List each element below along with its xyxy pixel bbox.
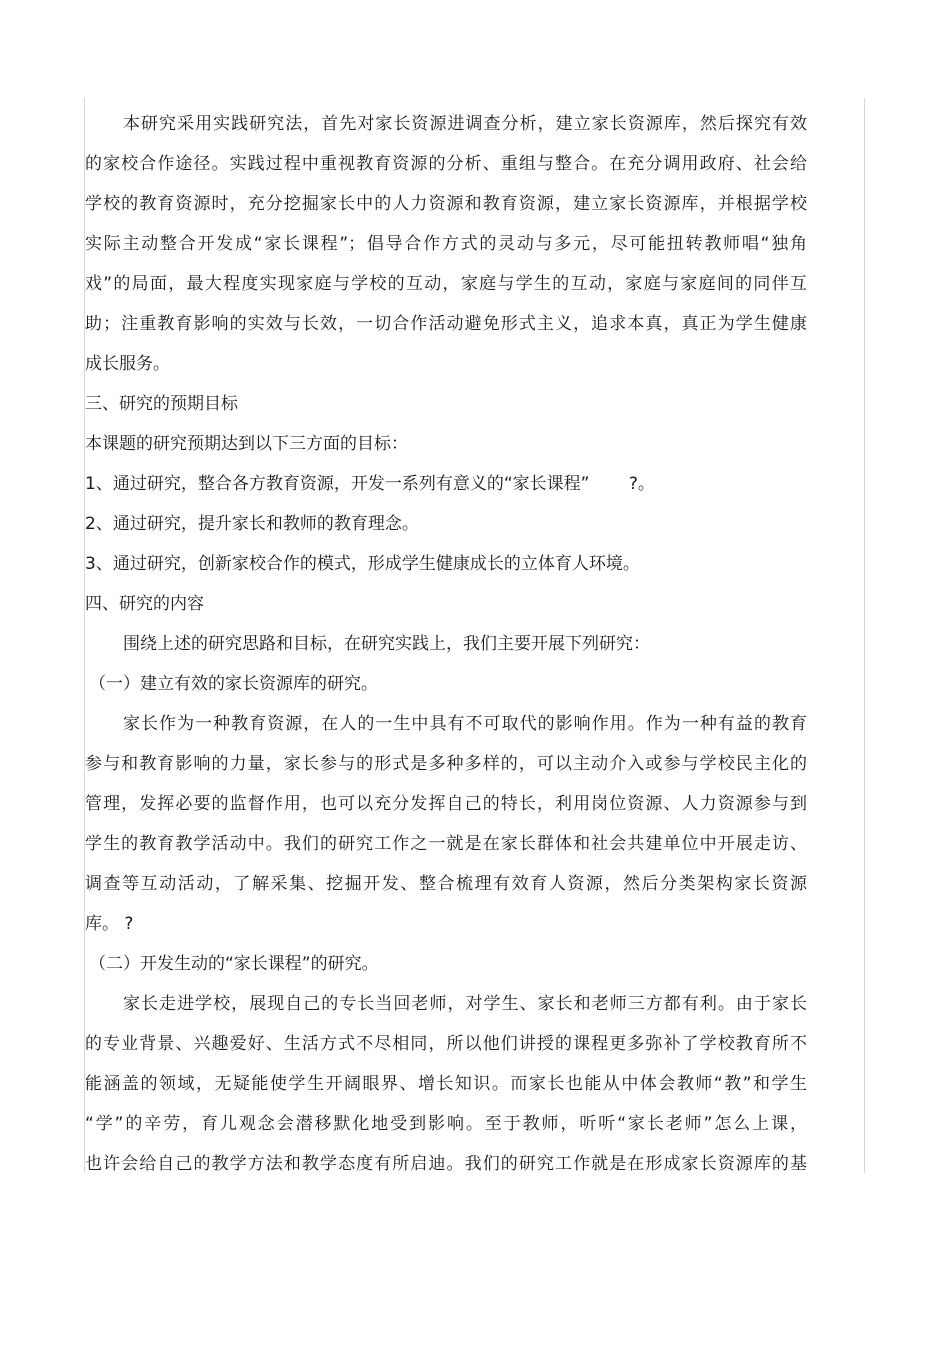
paragraph-line: 的家校合作途径。实践过程中重视教育资源的分析、重组与整合。在充分调用政府、社会给 bbox=[85, 154, 807, 174]
paragraph-line: 围绕上述的研究思路和目标，在研究实践上，我们主要开展下列研究： bbox=[123, 634, 650, 654]
document-body bbox=[85, 104, 825, 1184]
goal-item: 2、通过研究，提升家长和教师的教育理念。 bbox=[85, 514, 419, 534]
paragraph-line: 也许会给自己的教学方法和教学态度有所启迪。我们的研究工作就是在形成家长资源库的基 bbox=[85, 1154, 807, 1174]
paragraph-line: “学”的辛劳，育儿观念会潜移默化地受到影响。至于教师，听听“家长老师”怎么上课， bbox=[85, 1114, 807, 1134]
paragraph-line: 家长走进学校，展现自己的专长当回老师，对学生、家长和老师三方都有利。由于家长 bbox=[123, 994, 807, 1014]
section-heading: 三、研究的预期目标 bbox=[85, 394, 238, 414]
paragraph-line: 助；注重教育影响的实效与长效，一切合作活动避免形式主义，追求本真，真正为学生健康 bbox=[85, 314, 807, 334]
paragraph-line: 戏”的局面，最大程度实现家庭与学校的互动，家庭与学生的互动，家庭与家庭间的同伴互 bbox=[85, 274, 807, 294]
paragraph-line: 调查等互动活动，了解采集、挖掘开发、整合梳理有效育人资源，然后分类架构家长资源 bbox=[85, 874, 807, 894]
page-margin-right-rule bbox=[864, 98, 865, 1173]
paragraph-line: 管理，发挥必要的监督作用，也可以充分发挥自己的特长，利用岗位资源、人力资源参与到 bbox=[85, 794, 807, 814]
paragraph-line: 本研究采用实践研究法，首先对家长资源进调查分析，建立家长资源库，然后探究有效 bbox=[123, 114, 807, 134]
paragraph-line: 家长作为一种教育资源，在人的一生中具有不可取代的影响作用。作为一种有益的教育 bbox=[123, 714, 807, 734]
goal-item: 1、通过研究，整合各方教育资源，开发一系列有意义的“家长课程” ?。 bbox=[85, 474, 655, 494]
section-heading: 四、研究的内容 bbox=[85, 594, 204, 614]
subsection-heading: （二）开发生动的“家长课程”的研究。 bbox=[89, 954, 379, 974]
paragraph-line: 学校的教育资源时，充分挖掘家长中的人力资源和教育资源，建立家长资源库，并根据学校 bbox=[85, 194, 807, 214]
paragraph-line: 能涵盖的领域，无疑能使学生开阔眼界、增长知识。而家长也能从中体会教师“教”和学生 bbox=[85, 1074, 807, 1094]
paragraph-line: 学生的教育教学活动中。我们的研究工作之一就是在家长群体和社会共建单位中开展走访、 bbox=[85, 834, 807, 854]
paragraph-line: 实际主动整合开发成“家长课程”；倡导合作方式的灵动与多元，尽可能扭转教师唱“独角 bbox=[85, 234, 807, 254]
paragraph-line: 参与和教育影响的力量，家长参与的形式是多种多样的，可以主动介入或参与学校民主化的 bbox=[85, 754, 807, 774]
paragraph-line: 库。 ? bbox=[85, 914, 134, 934]
subsection-heading: （一）建立有效的家长资源库的研究。 bbox=[89, 674, 378, 694]
paragraph-line: 的专业背景、兴趣爱好、生活方式不尽相同，所以他们讲授的课程更多弥补了学校教育所不 bbox=[85, 1034, 807, 1054]
goal-item: 3、通过研究，创新家校合作的模式，形成学生健康成长的立体育人环境。 bbox=[85, 554, 640, 574]
paragraph-line: 本课题的研究预期达到以下三方面的目标： bbox=[85, 434, 408, 454]
paragraph-line: 成长服务。 bbox=[85, 354, 170, 374]
